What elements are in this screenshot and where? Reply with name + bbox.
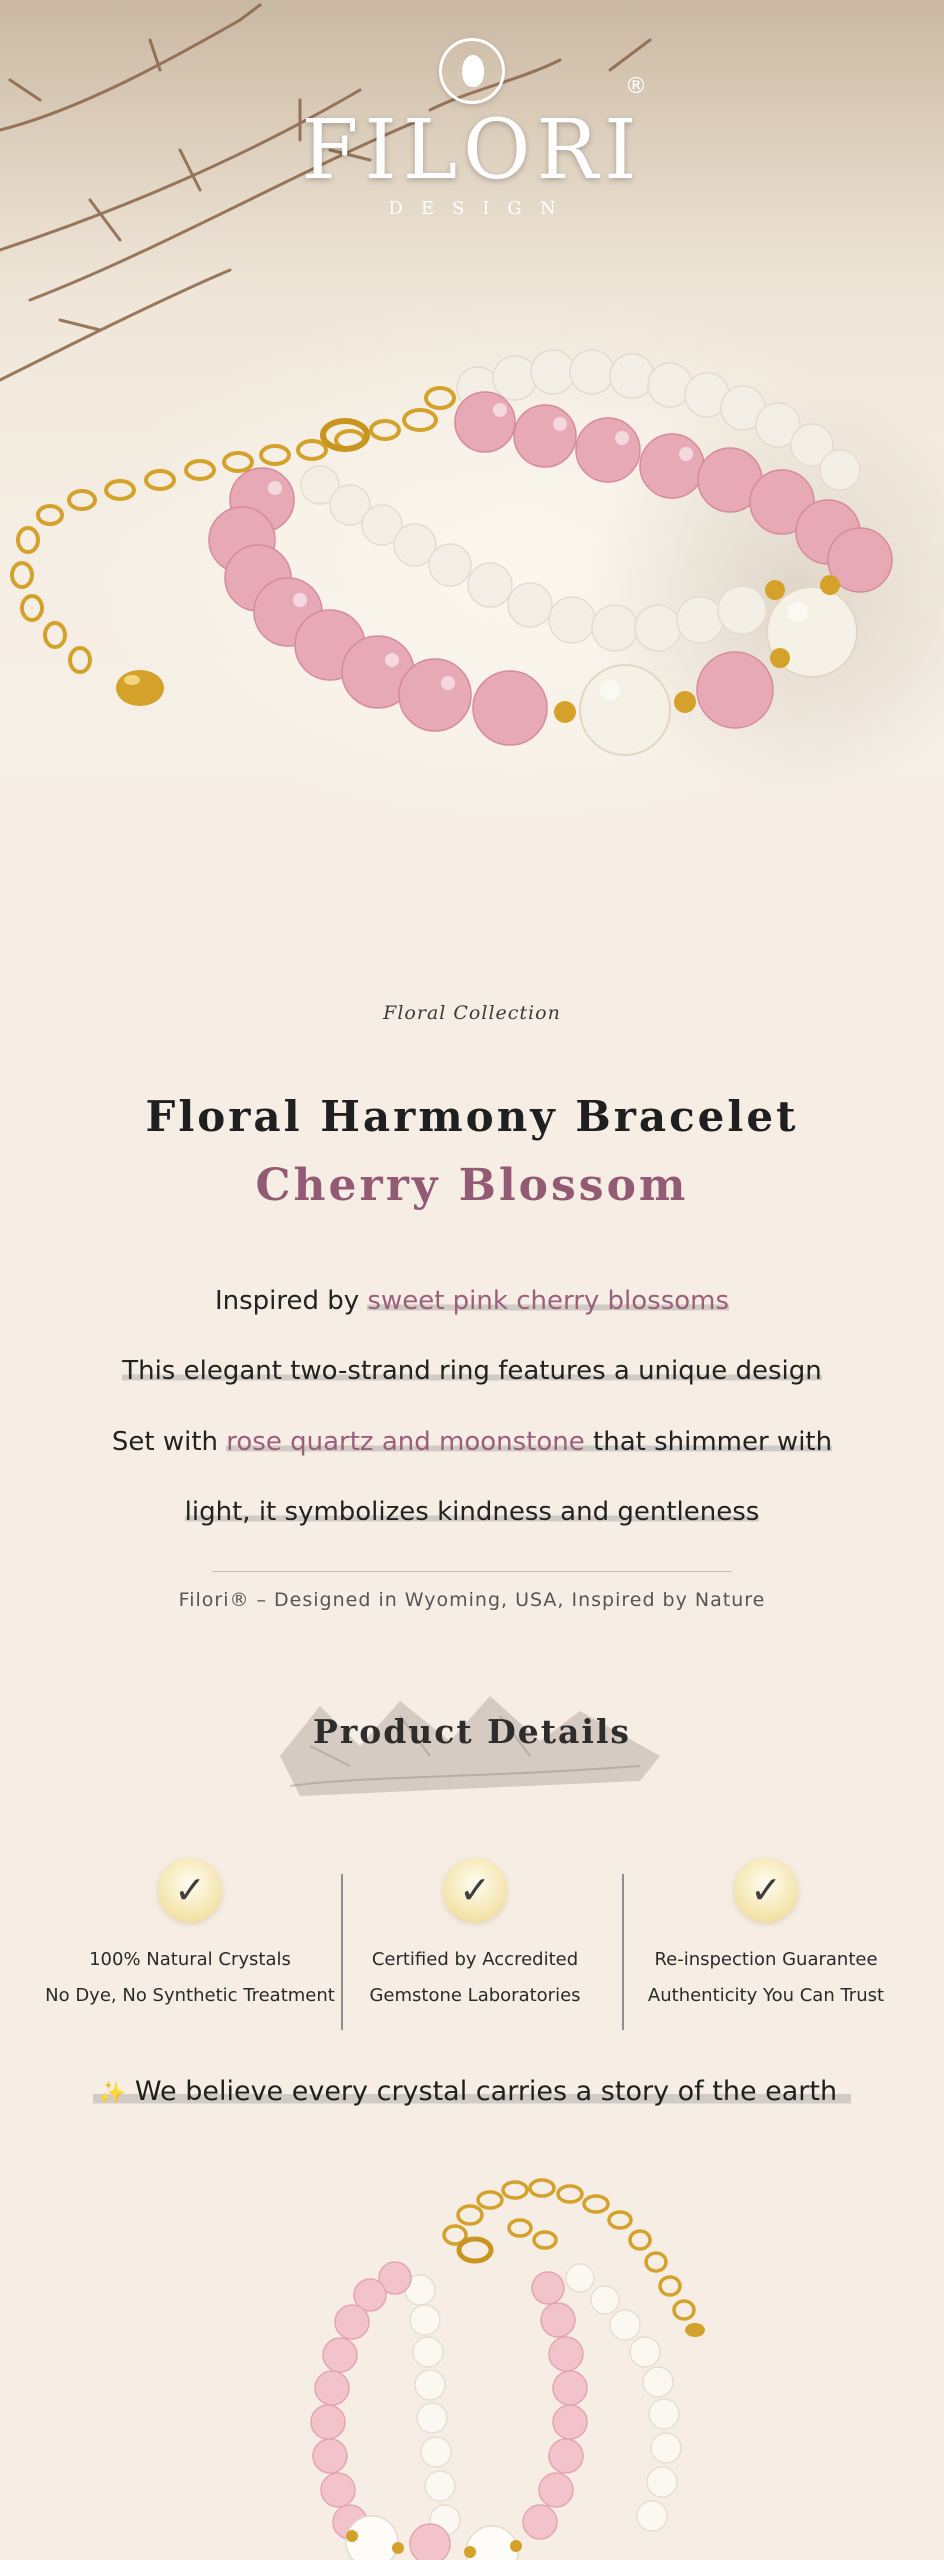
belief-statement: ✨ We believe every crystal carries a story of the earth: [0, 2076, 944, 2107]
description-line: light, it symbolizes kindness and gentleness: [184, 1497, 760, 1527]
brand-name: FILORI: [301, 103, 643, 198]
brand-logo[interactable]: [0, 38, 944, 219]
product-image-bottom: [0, 2160, 944, 2560]
section-divider: [212, 1571, 732, 1572]
product-title: Floral Harmony Bracelet: [145, 1092, 799, 1141]
brand-tagline: Filori® – Designed in Wyoming, USA, Inspired by Nature: [178, 1589, 766, 1611]
feature-line: No Dye, No Synthetic Treatment: [45, 1985, 335, 2006]
feature-separator: [622, 1874, 624, 2030]
details-title: Product Details: [313, 1712, 631, 1751]
description-line: Inspired by sweet pink cherry blossoms: [214, 1286, 730, 1316]
check-icon: ✓: [734, 1858, 798, 1922]
collection-label: Floral Collection: [383, 1002, 561, 1024]
check-icon: ✓: [443, 1858, 507, 1922]
description-line: This elegant two-strand ring features a unique design: [122, 1356, 822, 1386]
check-icon: ✓: [158, 1858, 222, 1922]
feature-line: Re-inspection Guarantee: [654, 1949, 878, 1970]
feature-line: Gemstone Laboratories: [369, 1985, 581, 2006]
feature-natural: [40, 1858, 340, 2014]
description-highlight: rose quartz and moonstone: [226, 1427, 585, 1457]
feature-certified: [344, 1858, 606, 2014]
logo-emblem-icon: [439, 38, 505, 104]
description-highlight: sweet pink cherry blossoms: [367, 1286, 730, 1316]
hero-banner: [0, 0, 944, 980]
brand-sub: DESIGN: [388, 198, 574, 219]
description-line: Set with rose quartz and moonstone that shimmer with: [111, 1427, 833, 1457]
feature-guarantee: [630, 1858, 902, 2014]
feature-line: 100% Natural Crystals: [89, 1949, 291, 1970]
registered-mark: ®: [625, 74, 647, 99]
feature-separator: [341, 1874, 343, 2030]
feature-line: Authenticity You Can Trust: [647, 1985, 885, 2006]
sparkle-icon: ✨: [98, 2081, 127, 2106]
feature-line: Certified by Accredited: [371, 1949, 579, 1970]
product-subtitle: Cherry Blossom: [255, 1160, 689, 1211]
